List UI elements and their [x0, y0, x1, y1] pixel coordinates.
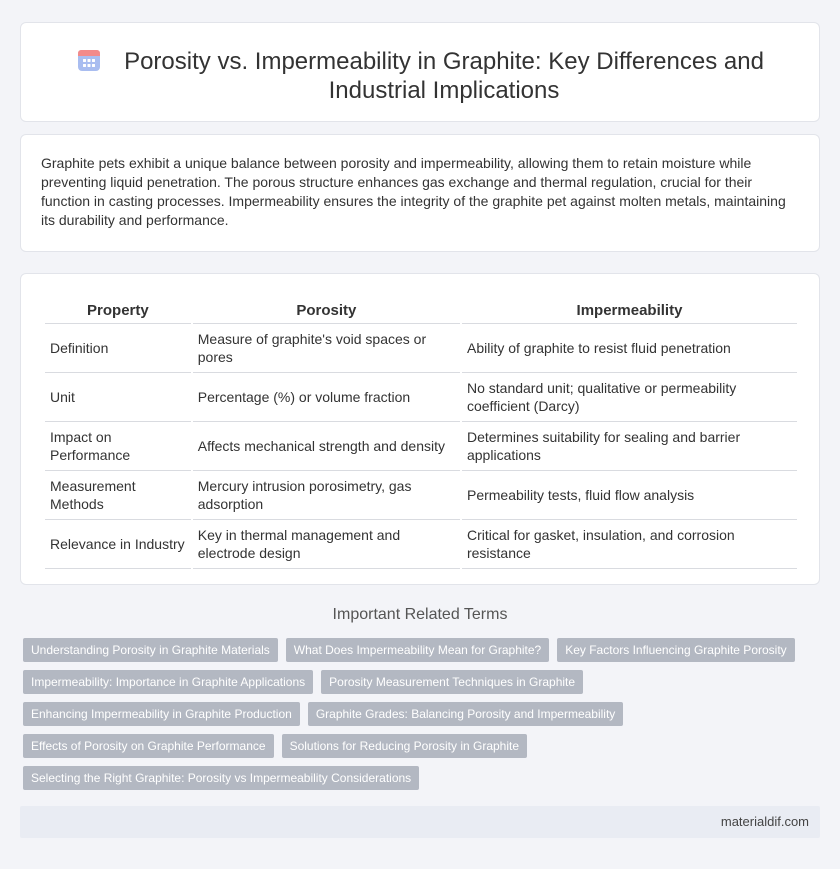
intro-paragraph: Graphite pets exhibit a unique balance between porosity and impermeability, allowing them to retain moisture while preventing liquid penetration. The porous structure enhances gas exchange and thermal regulation, crucial for their function in casting processes. Impermeability ensures the integrity of the graphite pet against molten metals, maintaining its durability and performance. — [41, 155, 786, 228]
related-term-tag[interactable]: Enhancing Impermeability in Graphite Production — [23, 702, 300, 726]
table-row — [45, 422, 797, 471]
footer — [20, 806, 820, 838]
table-cell: Unit — [45, 373, 191, 422]
table-row — [45, 520, 797, 569]
intro-card — [20, 134, 820, 252]
table-cell: Permeability tests, fluid flow analysis — [462, 471, 797, 520]
table-cell: Mercury intrusion porosimetry, gas adsorption — [193, 471, 460, 520]
table-cell: No standard unit; qualitative or permeability coefficient (Darcy) — [462, 373, 797, 422]
related-term-tag[interactable]: Solutions for Reducing Porosity in Graphite — [282, 734, 527, 758]
related-term-tag[interactable]: Selecting the Right Graphite: Porosity vs Impermeability Considerations — [23, 766, 419, 790]
related-term-tag[interactable]: Porosity Measurement Techniques in Graphite — [321, 670, 583, 694]
footer-site-link[interactable]: materialdif.com — [720, 814, 809, 829]
table-cell: Impact on Performance — [45, 422, 191, 471]
table-cell: Relevance in Industry — [45, 520, 191, 569]
related-term-tag[interactable]: Understanding Porosity in Graphite Materials — [23, 638, 278, 662]
table-row — [45, 373, 797, 422]
related-terms-heading: Important Related Terms — [332, 606, 508, 623]
table-cell: Critical for gasket, insulation, and corrosion resistance — [462, 520, 797, 569]
title-wrap — [21, 23, 819, 105]
related-term-tag[interactable]: What Does Impermeability Mean for Graphite? — [286, 638, 549, 662]
table-row — [45, 471, 797, 520]
table-cell: Key in thermal management and electrode design — [193, 520, 460, 569]
title-card — [20, 22, 820, 122]
table-cell: Ability of graphite to resist fluid penetration — [462, 324, 797, 373]
comparison-table-card — [20, 273, 820, 585]
table-header-row — [45, 294, 797, 324]
table-cell: Determines suitability for sealing and barrier applications — [462, 422, 797, 471]
comparison-table — [43, 294, 799, 569]
table-cell: Measure of graphite's void spaces or pores — [193, 324, 460, 373]
header-impermeability: Impermeability — [462, 294, 797, 324]
table-cell: Percentage (%) or volume fraction — [193, 373, 460, 422]
related-term-tag[interactable]: Key Factors Influencing Graphite Porosity — [557, 638, 794, 662]
page-title: Porosity vs. Impermeability in Graphite: Key Differences and Industrial Implications — [124, 48, 764, 104]
calendar-icon — [76, 47, 102, 73]
table-cell: Definition — [45, 324, 191, 373]
header-property: Property — [45, 294, 191, 324]
related-term-tag[interactable]: Graphite Grades: Balancing Porosity and Impermeability — [308, 702, 623, 726]
table-row — [45, 324, 797, 373]
table-cell: Affects mechanical strength and density — [193, 422, 460, 471]
related-terms-list — [23, 638, 803, 790]
table-cell: Measurement Methods — [45, 471, 191, 520]
related-term-tag[interactable]: Impermeability: Importance in Graphite Applications — [23, 670, 313, 694]
related-term-tag[interactable]: Effects of Porosity on Graphite Performance — [23, 734, 274, 758]
header-porosity: Porosity — [193, 294, 460, 324]
